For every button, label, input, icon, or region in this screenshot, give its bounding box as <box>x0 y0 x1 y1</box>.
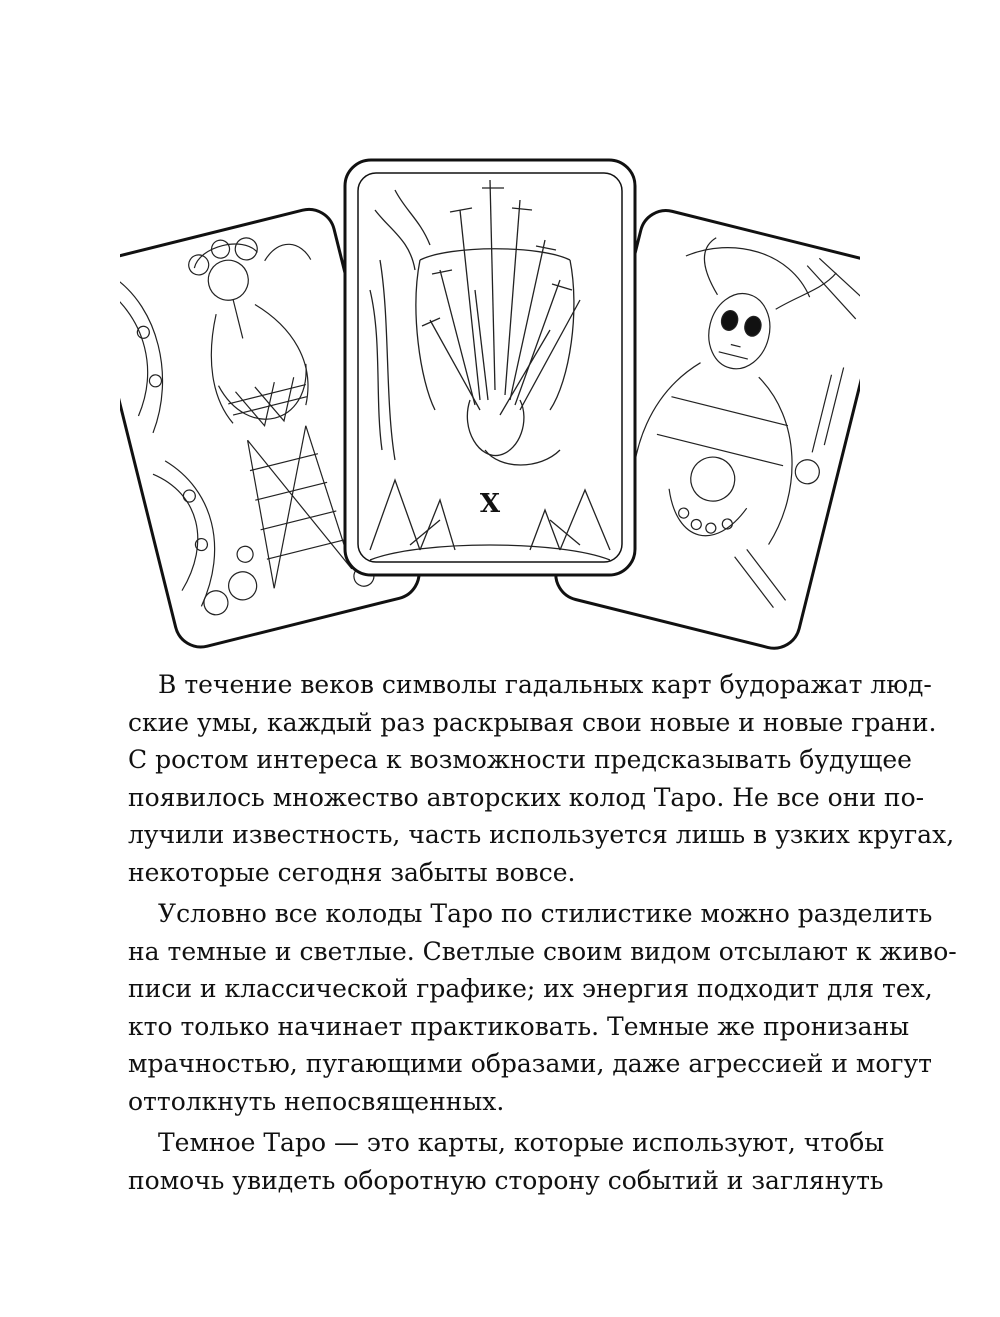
card-numeral: X <box>479 489 501 519</box>
text-line: некоторые сегодня забыты вовсе. <box>128 857 576 887</box>
text-line: В течение веков символы гадальных карт будоражат люд- <box>158 670 932 699</box>
text-line: Темное Таро — это карты, которые используют, чтобы <box>158 1128 885 1157</box>
text-line: мрачностью, пугающими образами, даже агрессией и могут <box>128 1049 933 1078</box>
text-line: на темные и светлые. Светлые своим видом отсылают к живо- <box>128 936 957 966</box>
center-card <box>345 160 635 575</box>
tarot-cards-svg <box>120 150 860 650</box>
text-line: лучили известность, часть используется лишь в узких кругах, <box>128 820 955 849</box>
paragraph-2 <box>128 895 957 1120</box>
text-line: писи и классической графике; их энергия подходит для тех, <box>128 974 933 1003</box>
text-line: появилось множество авторских колод Таро. Не все они по- <box>128 782 925 812</box>
text-line: ские умы, каждый раз раскрывая свои новые и новые грани. <box>128 707 937 737</box>
text-line: Условно все колоды Таро по стилистике можно разделить <box>158 899 933 928</box>
text-line: С ростом интереса к возможности предсказывать будущее <box>128 745 912 774</box>
body-text <box>128 666 957 1203</box>
tarot-cards-illustration <box>120 150 860 650</box>
text-line: кто только начинает практиковать. Темные же пронизаны <box>128 1011 910 1041</box>
paragraph-3 <box>128 1124 885 1199</box>
paragraph-1 <box>128 666 955 891</box>
text-line: оттолкнуть непосвященных. <box>128 1086 505 1116</box>
text-line: помочь увидеть оборотную сторону событий и заглянуть <box>128 1165 884 1195</box>
